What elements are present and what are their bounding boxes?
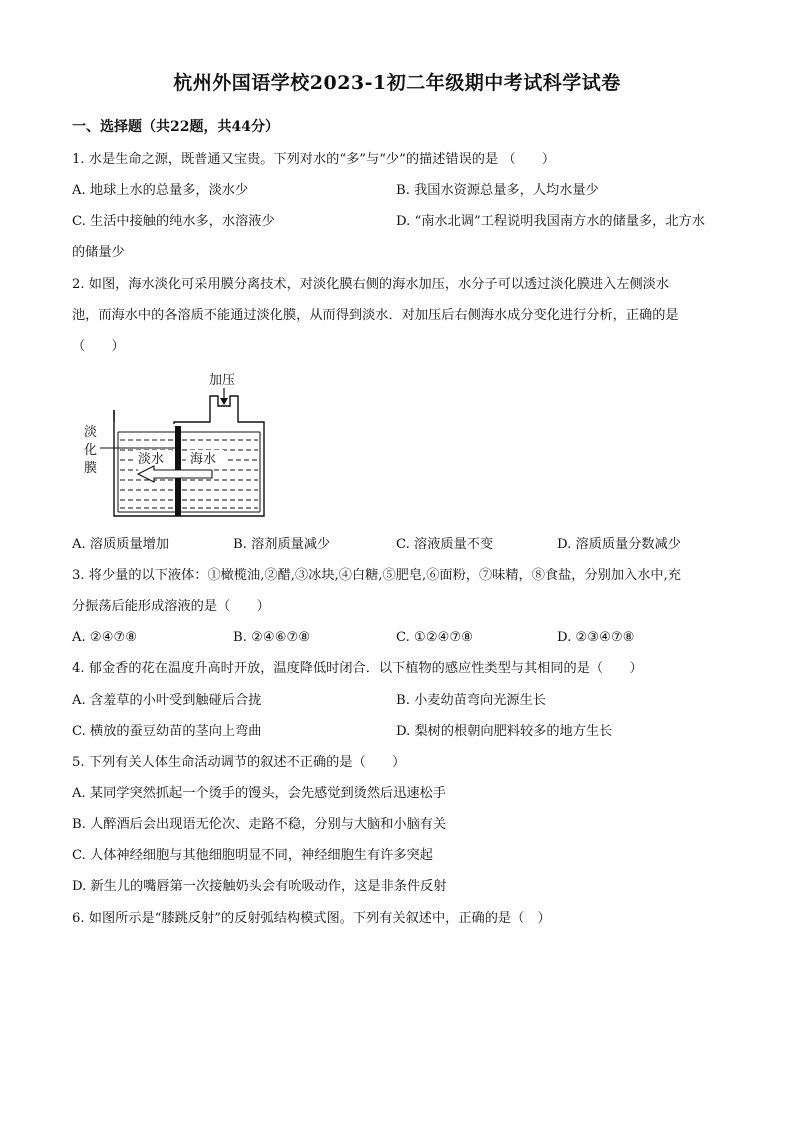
q4-option-b: B. 小麦幼苗弯向光源生长	[396, 693, 546, 708]
q3-stem-line1: 3. 将少量的以下液体：①橄榄油,②醋,③冰块,④白糖,⑤肥皂,⑥面粉，⑦味精，⑧食盐，分别加入水中,充	[72, 568, 681, 583]
q2-stem-line1: 2. 如图，海水淡化可采用膜分离技术，对淡化膜右侧的海水加压，水分子可以透过淡化膜进入左侧淡水	[72, 277, 670, 292]
q2-stem-line2: 池，而海水中的各溶质不能通过淡化膜，从而得到淡水．对加压后右侧海水成分变化进行分析，正确的是	[72, 308, 679, 323]
q2-stem-line3: （ ）	[72, 339, 125, 354]
q1-option-d-cont: 的储量少	[72, 245, 125, 260]
q2-option-a: A. 溶质质量增加	[72, 537, 170, 552]
q1-option-b: B. 我国水资源总量多，人均水量少	[396, 183, 599, 198]
q2-option-c: C. 溶液质量不变	[396, 537, 494, 552]
q1-option-d: D. “南水北调”工程说明我国南方水的储量多，北方水	[396, 214, 705, 229]
q2-option-d: D. 溶质质量分数减少	[557, 537, 681, 552]
q3-stem-line2: 分振荡后能形成溶液的是（ ）	[72, 599, 270, 614]
q2-option-b: B. 溶剂质量减少	[233, 537, 331, 552]
q1-option-c: C. 生活中接触的纯水多，水溶液少	[72, 214, 275, 229]
q4-option-a: A. 含羞草的小叶受到触碰后合拢	[72, 693, 262, 708]
q3-option-a: A. ②④⑦⑧	[72, 630, 138, 645]
q5-option-a: A. 某同学突然抓起一个烫手的馒头，会先感觉到烫然后迅速松手	[72, 786, 446, 801]
section-heading: 一、选择题（共22题，共44分）	[72, 119, 279, 135]
q3-option-d: D. ②③④⑦⑧	[557, 630, 635, 645]
sea-water-label: 海水	[190, 452, 217, 467]
q5-option-b: B. 人醉酒后会出现语无伦次、走路不稳，分别与大脑和小脑有关	[72, 817, 447, 832]
q4-stem: 4. 郁金香的花在温度升高时开放，温度降低时闭合．以下植物的感应性类型与其相同的是（ ）	[72, 661, 643, 676]
q5-option-c: C. 人体神经细胞与其他细胞明显不同，神经细胞生有许多突起	[72, 848, 433, 863]
desalination-diagram	[78, 366, 278, 522]
membrane-label-2: 化	[84, 443, 98, 458]
q1-option-a: A. 地球上水的总量多，淡水少	[72, 183, 249, 198]
membrane-label-1: 淡	[84, 425, 98, 440]
page-title: 杭州外国语学校2023-1初二年级期中考试科学试卷	[173, 72, 621, 94]
q5-stem: 5. 下列有关人体生命活动调节的叙述不正确的是（ ）	[72, 755, 406, 770]
q1-stem: 1. 水是生命之源，既普通又宝贵。下列对水的“多”与“少”的描述错误的是 （ ）	[72, 152, 556, 167]
fresh-water-label: 淡水	[138, 452, 165, 467]
q3-option-b: B. ②④⑥⑦⑧	[233, 630, 311, 645]
q6-stem: 6. 如图所示是“膝跳反射”的反射弧结构模式图。下列有关叙述中，正确的是（ ）	[72, 911, 551, 926]
membrane-label-3: 膜	[84, 461, 98, 476]
pressure-label: 加压	[209, 373, 236, 388]
q4-option-d: D. 梨树的根朝向肥料较多的地方生长	[396, 724, 613, 739]
q3-option-c: C. ①②④⑦⑧	[396, 630, 474, 645]
q4-option-c: C. 横放的蚕豆幼苗的茎向上弯曲	[72, 724, 262, 739]
pressure-arrowhead	[220, 398, 228, 405]
q5-option-d: D. 新生儿的嘴唇第一次接触奶头会有吮吸动作，这是非条件反射	[72, 879, 447, 894]
